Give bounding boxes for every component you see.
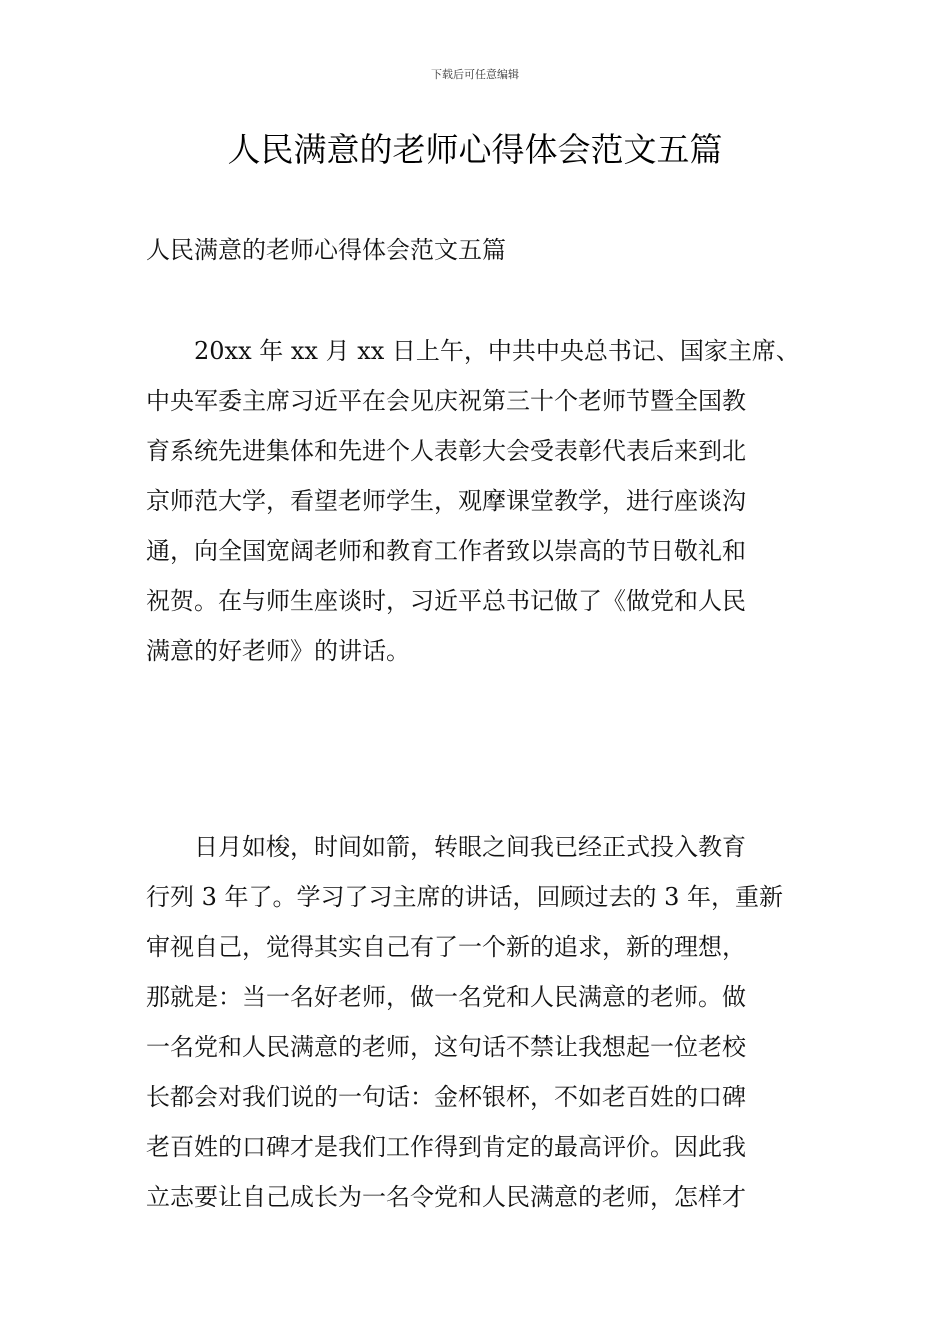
header-note: 下载后可任意编辑 xyxy=(431,68,519,81)
paragraph-line: 中央军委主席习近平在会见庆祝第三十个老师节暨全国教 xyxy=(146,387,746,415)
paragraph-line: 立志要让自己成长为一名令党和人民满意的老师，怎样才 xyxy=(146,1183,746,1211)
paragraph-1 xyxy=(146,326,816,676)
paragraph-line: 育系统先进集体和先进个人表彰大会受表彰代表后来到北 xyxy=(146,437,746,465)
paragraph-line: 通，向全国宽阔老师和教育工作者致以崇高的节日敬礼和 xyxy=(146,537,746,565)
paragraph-line: 满意的好老师》的讲话。 xyxy=(146,637,410,665)
paragraph-line: 长都会对我们说的一句话：金杯银杯，不如老百姓的口碑 xyxy=(146,1083,746,1111)
paragraph-line: 老百姓的口碑才是我们工作得到肯定的最高评价。因此我 xyxy=(146,1133,746,1161)
paragraph-line: 审视自己，觉得其实自己有了一个新的追求，新的理想， xyxy=(146,933,746,961)
paragraph-line: 行列 3 年了。学习了习主席的讲话，回顾过去的 3 年，重新 xyxy=(146,883,784,911)
document-title: 人民满意的老师心得体会范文五篇 xyxy=(227,130,723,169)
paragraph-line: 那就是：当一名好老师，做一名党和人民满意的老师。做 xyxy=(146,983,746,1011)
paragraph-line: 20xx 年 xx 月 xx 日上午，中共中央总书记、国家主席、 xyxy=(146,337,800,365)
paragraph-line: 祝贺。在与师生座谈时，习近平总书记做了《做党和人民 xyxy=(146,587,746,615)
paragraph-line: 一名党和人民满意的老师，这句话不禁让我想起一位老校 xyxy=(146,1033,746,1061)
paragraph-2 xyxy=(146,822,816,1222)
paragraph-line: 日月如梭，时间如箭，转眼之间我已经正式投入教育 xyxy=(146,833,746,861)
paragraph-line: 京师范大学，看望老师学生，观摩课堂教学，进行座谈沟 xyxy=(146,487,746,515)
document-subtitle: 人民满意的老师心得体会范文五篇 xyxy=(146,236,506,264)
